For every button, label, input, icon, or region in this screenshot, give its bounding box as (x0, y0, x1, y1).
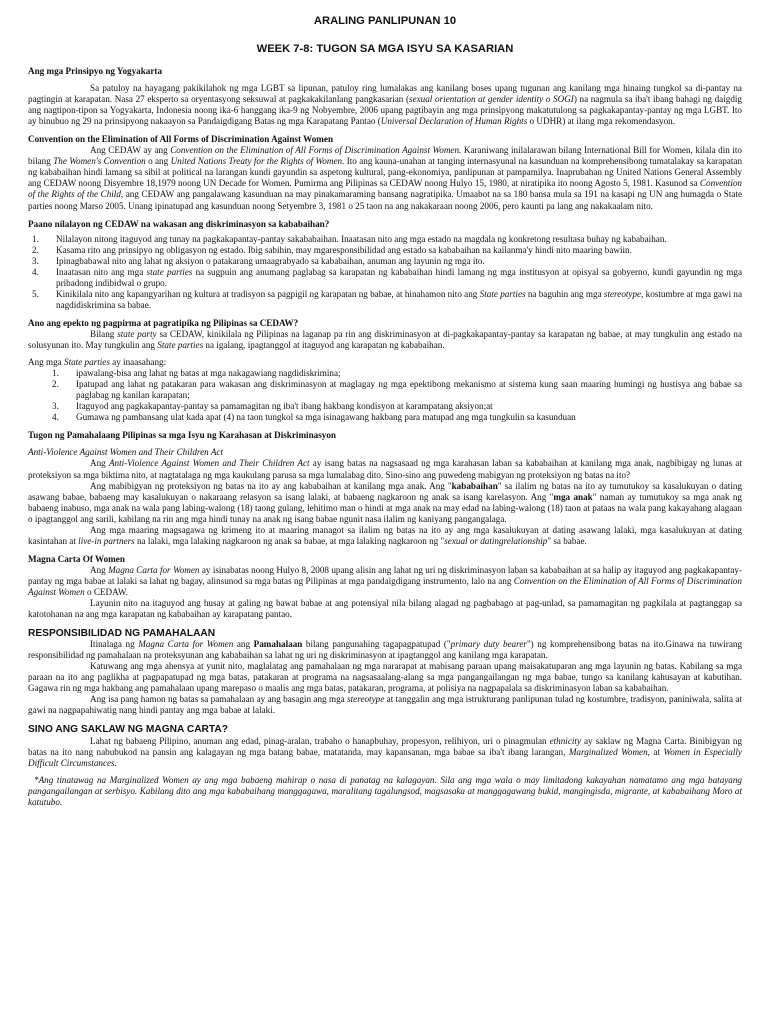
section-heading-paano: Paano nilalayon ng CEDAW na wakasan ang diskriminasyon sa kababaihan? (28, 218, 330, 229)
list-item: 4. Inaatasan nito ang mga state parties na sugpuin ang anumang paglabag sa karapatan ng kababaihan hindi lamang ng mga institusyon at opisyal sa gobyerno, kundi gayundin ng mga pribadong indibidwal o grupo. (32, 266, 742, 288)
section-heading-yogyakarta: Ang mga Prinsipyo ng Yogyakarta (28, 66, 163, 76)
section-heading-magna-carta: Magna Carta Of Women (28, 553, 125, 564)
paragraph-responsibilidad-3: Ang isa pang hamon ng batas sa pamahalaan ay ang basagin ang mga stereotype at tanggalin ang mga istrukturang panlipunan tulad ng kostumbre, tradisyon, paniniwala, salita at gawi na nagpapahiwatig nang hindi pantay ang mga babae at lalaki. (28, 694, 742, 716)
list-state-parties (48, 368, 742, 423)
list-item: 4. Gumawa ng pambansang ulat kada apat (4) na taon tungkol sa mga isinagawang hakbang para matupad ang mga tungkulin sa kasunduan (52, 412, 576, 423)
section-heading-sino: SINO ANG SAKLAW NG MAGNA CARTA? (28, 724, 228, 736)
paragraph-state-parties: Ang mga State parties ay inaasahang: (28, 357, 167, 368)
list-paano (28, 234, 742, 311)
document-title: ARALING PANLIPUNAN 10 (313, 15, 457, 27)
list-item: 2. Ipatupad ang lahat ng patakaran para wakasan ang diskriminasyon at maglagay ng mga epektibong mekanismo at sistema kung saan maaring humingi ng hustisya ang babae sa paglabag ng kanilan karapatan; (52, 379, 742, 401)
paragraph-anti-violence-3: Ang mga maaring magsagawa ng krimeng ito at maaring managot sa ilalim ng batas na ito ay ang mga kasalukuyan at dating asawang lalaki, mga kasalukuyan at dating kasintahan at live-in partners na lalaki, mga lalaking nagkaroon ng anak sa babae, at mga lalaking nagkaroon ng "sexual or datingrelationship" sa babae. (28, 524, 742, 546)
paragraph-epekto: Bilang state party sa CEDAW, kinikilala ng Pilipinas na laganap pa rin ang diskriminasyon at di-pagkakapantay-pantay sa karapatan ng babae, at may tungkulin ang estado na solusyunan ito. May tungkulin ang State parties na igalang, ipagtanggol at itaguyod ang karapatan ng kababaihan. (28, 328, 742, 351)
paragraph-anti-violence-2: Ang mabibigyan ng proteksiyon ng batas na ito ay ang kababaihan at kanilang mga anak. Ang "kababaihan" sa ilalim ng batas na ito ay tumutukoy sa kasalukuyan o dating asawang babae, babaeng may kasalukuyan o nakaraang relasyon sa isang lalaki, at babaeng nagkaroon ng anak sa isang karelasyon. Ang "mga anak" naman ay tumutukoy sa mga anak ng babaeng inabuso, mga anak na wala pang labing-walong (18) taong gulang, lehitimo man o hindi at mga anak na may edad na labing-walong (18) taon at pataas na wala pang kakayahang alagaan o ipagtanggol ang sarili, kabilang na rin ang mga hindi tunay na anak ng isang babae ngunit nasa ilalim ng kaniyang pangangalaga. (28, 480, 742, 524)
section-heading-responsibilidad: RESPONSIBILIDAD NG PAMAHALAAN (28, 628, 216, 640)
document-subtitle: WEEK 7-8: TUGON SA MGA ISYU SA KASARIAN (256, 43, 514, 55)
section-heading-tugon: Tugon ng Pamahalaang Pilipinas sa mga Isyu ng Karahasan at Diskriminasyon (28, 430, 336, 441)
list-item: 1. Nilalayon nitong itaguyod ang tunay na pagkakapantay-pantay sakababaihan. Inaatasan nito ang mga estado na magdala ng konkretong resultasa buhay ng kababaihan. (32, 233, 667, 244)
footnote-marginalized-women: *Ang tinatawag na Marginalized Women ay ang mga babaeng mahirap o nasa di panatag na kalagayan. Sila ang mga wala o may limitadong kakayahan namatamo ang mga batayang pangangailangan at serbisyo. Kabilang dito ang mga kababaihang manggagawa, maralitang tagalungsod, magsasaka at manggagawang bukid, mangingisda, migrante, at kababaihang Moro at katutubo. (28, 774, 742, 807)
paragraph-responsibilidad-2: Katuwang ang mga ahensya at yunit nito, maglalatag ang pamahalaan ng mga nararapat at mabisang paraan upang maisakatuparan ang mga layunin ng batas. Kabilang sa mga paraan na ito ang paglikha at pagpapatupad ng mga batas, patakaran at programa na nagsasaalang-alang sa mga pangangailangan ng mga babae, tungo sa kanilang kahusayan at kabutihan. Gagawa rin ng mga hakbang ang pamahalaan upang marepaso o maalis ang mga batas, patakaran, programa, at polisiya na nagpapalala sa diskriminasyon laban sa kababaihan. (28, 661, 742, 694)
subheading-anti-violence: Anti-Violence Against Women and Their Children Act (28, 447, 223, 458)
paragraph-yogyakarta: Sa patuloy na hayagang pakikilahok ng mga LGBT sa lipunan, patuloy ring lumalakas ang kanilang boses upang tugunan ang kanilang mga hinaing tungkol sa di-pantay na pagtingin at karapatan. Nasa 27 eksperto sa oryentasyong seksuwal at pagkakakilanlang pangkasarian (sexual orientation at gender identity o SOGI) na nagmula sa iba't ibang bahagi ng daigdig ang nagtipon-tipon sa Yogyakarta, Indonesia noong ika-6 hanggang ika-9 ng Nobyembre, 2006 upang pagtibayin ang mga prinsipyong makatutulong sa pagkakapantay-pantay ng mga LGBT. Ito ay binubuo ng 29 na prinsipyong nakaayon sa Pandaigdigang Batas ng mga Karapatang Pantao (Universal Declaration of Human Rights o UDHR) at ilang mga rekomendasyon. (28, 83, 742, 127)
list-item: 1. ipawalang-bisa ang lahat ng batas at mga nakagawiang nagdidiskrimina; (52, 368, 341, 379)
paragraph-anti-violence-1: Ang Anti-Violence Against Women and Their Children Act ay isang batas na nagsasaad ng mga karahasan laban sa kababaihan at kanilang mga anak, nagbibigay ng lunas at proteksiyon sa mga biktima nito, at nagtatalaga ng mga kaukulang parusa sa mga lumalabag dito. Sino-sino ang puwedeng mabigyan ng proteksiyon ng batas na ito? (28, 458, 742, 480)
paragraph-magna-carta-1: Ang Magna Carta for Women ay isinabatas noong Hulyo 8, 2008 upang alisin ang lahat ng uri ng diskriminasyon laban sa kababaihan at sa halip ay itaguyod ang pagkakapantay-pantay ng mga babae at lalaki sa lahat ng bagay, alinsunod sa mga batas ng Pilipinas at mga pandaigdigang instrumento, lalo na ang Convention on the Elimination of All Forms of Discrimination Against Women o CEDAW. (28, 564, 742, 597)
section-heading-epekto: Ano ang epekto ng pagpirma at pagratipika ng Pilipinas sa CEDAW? (28, 317, 299, 328)
list-item: 5. Kinikilala nito ang kapangyarihan ng kultura at tradisyon sa pagpigil ng karapatan ng babae, at hinahamon nito ang State parties na baguhin ang mga stereotype, kostumbre at mga gawi na nagdidiskrimina sa babae. (32, 288, 743, 310)
paragraph-magna-carta-2: Layunin nito na itaguyod ang husay at galing ng bawat babae at ang potensiyal nila bilang alagad ng pagbabago at pag-unlad, sa pamamagitan ng pagkilala at pagtanggap sa katotohanan na ang mga karapatan ng kababaihan ay karapatang pantao. (28, 598, 742, 620)
list-item: 3. Ipinagbabawal nito ang lahat ng aksiyon o patakarang umaagrabyado sa kababaihan, anuman ang layunin ng mga ito. (32, 255, 485, 266)
paragraph-responsibilidad-1: Itinalaga ng Magna Carta for Women ang Pamahalaan bilang pangunahing tagapagpatupad ("primary duty bearer") ng komprehensibong batas na ito.Ginawa na tuwirang responsibilidad ng pamahalaan na proteksyunan ang kababaihan sa lahat ng uri ng diskriminasyon at ipagtanggol ang kanilang mga karapatan. (28, 639, 743, 661)
paragraph-cedaw: Ang CEDAW ay ang Convention on the Elimination of All Forms of Discrimination Against Women. Karaniwang inilalarawan bilang International Bill for Women, kilala din ito bilang The Women's Convention o ang United Nations Treaty for the Rights of Women. Ito ang kauna-unahan at tanging internasyunal na kasunduan na komprehensibong tumatalakay sa karapatan ng kababaihan hindi lamang sa sibil at political na larangan kundi gayundin sa aspetong kultural, pang-ekonomiya, panlipunan at pampamilya. Inaprubahan ng United Nations General Assembly ang CEDAW noong Disyembre 18,1979 noong UN Decade for Women. Pumirma ang Pilipinas sa CEDAW noong Hulyo 15, 1980, at niratipika ito noong Agosto 5, 1981. Kasunod sa Convention of the Rights of the Child, ang CEDAW ang pangalawang kasunduan na may pinakamaraming bansang nagratipika. Umaabot na sa 180 bansa mula sa 191 na kasapi ng UN ang humagda o State parties noong Marso 2005. Unang ipinatupad ang kasunduan noong Setyembre 3, 1981 o 25 taon na ang nakakaraan noong 2006, pero kaunti pa lang ang nakakaalam nito. (28, 145, 743, 211)
section-heading-cedaw: Convention on the Elimination of All Forms of Discrimination Against Women (28, 134, 334, 145)
list-item: 3. Itaguyod ang pagkakapantay-pantay sa pamamagitan ng iba't ibang hakbang kondisyon at karampatang aksiyon;at (52, 401, 493, 412)
list-item: 2. Kasama rito ang prinsipyo ng obligasyon ng estado. Ibig sabihin, may mgaresponsibilidad ang estado sa kababaihan na kailanma'y hindi nito maaring bawiin. (32, 244, 632, 255)
paragraph-sino: Lahat ng babaeng Pilipino, anuman ang edad, pinag-aralan, trabaho o hanapbuhay, propesyon, relihiyon, uri o pinagmulan ethnicity ay saklaw ng Magna Carta. Binibigyan ng batas na ito nang nabubukod na pansin ang kalagayan ng mga batang babae, matatanda, may kapansanan, mga babae sa iba't ibang larangan, Marginalized Women, at Women in Especially Difficult Circumstances. (28, 735, 742, 768)
